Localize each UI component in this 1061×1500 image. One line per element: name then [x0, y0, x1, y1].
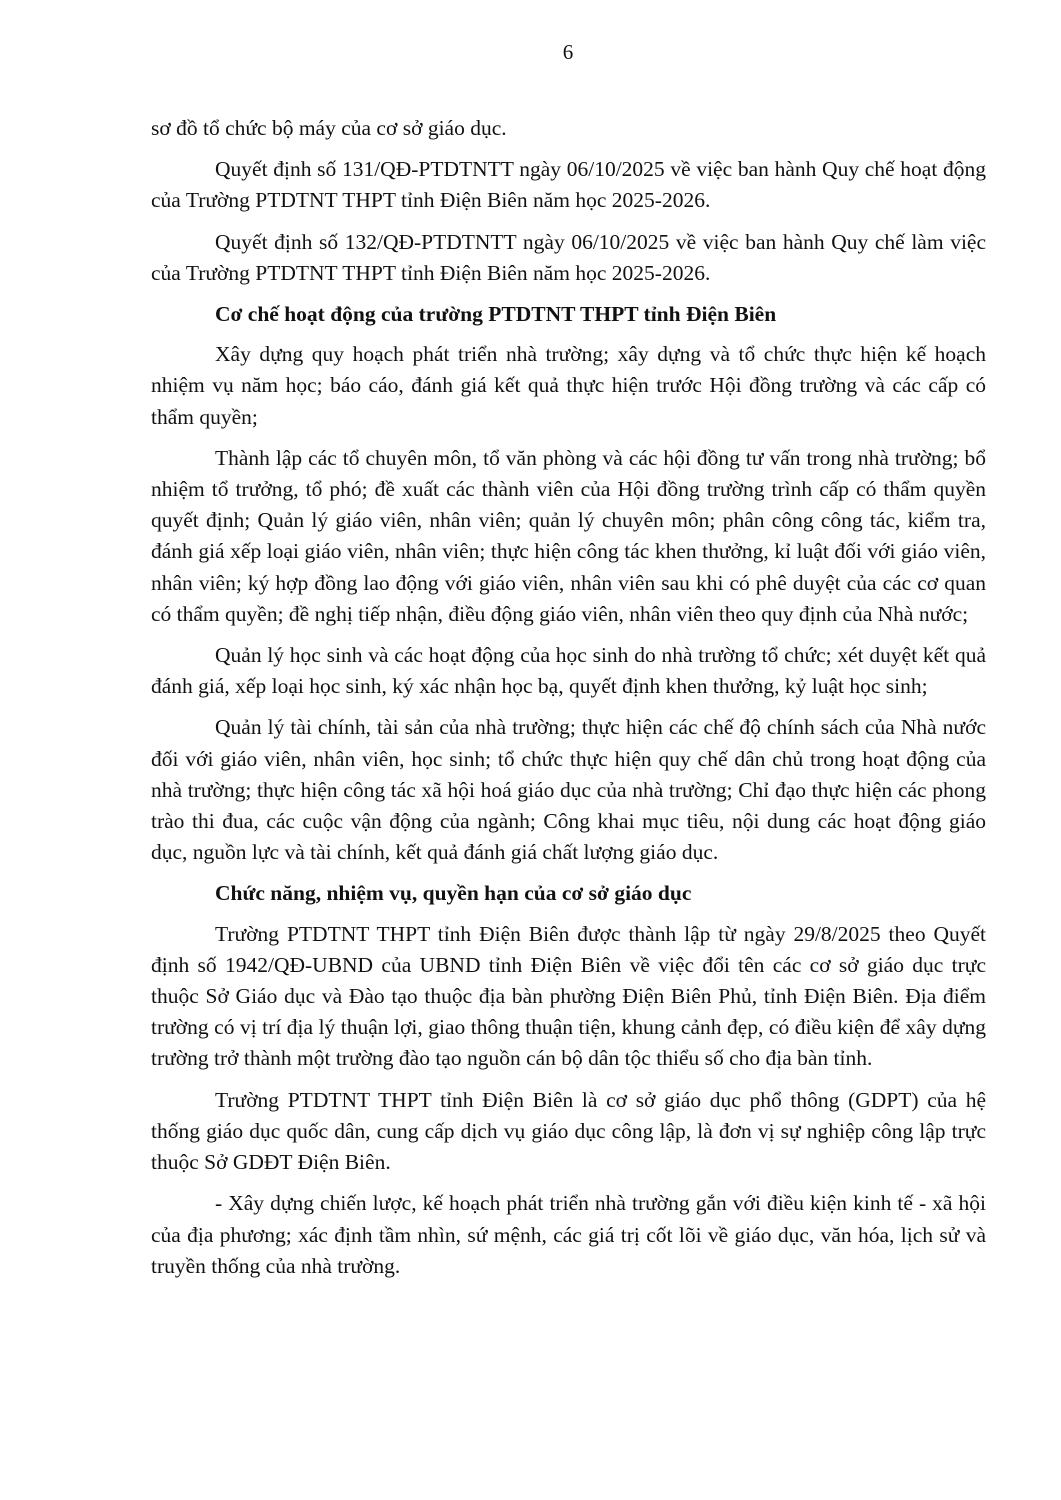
- section-heading: Cơ chế hoạt động của trường PTDTNT THPT tỉnh Điện Biên: [215, 302, 777, 327]
- paragraph: Trường PTDTNT THPT tỉnh Điện Biên là cơ sở giáo dục phổ thông (GDPT) của hệ thống giáo dục quốc dân, cung cấp dịch vụ giáo dục công lập, là đơn vị sự nghiệp công lập trực thuộc Sở GDĐT Điện Biên.: [151, 1087, 986, 1175]
- paragraph: Thành lập các tổ chuyên môn, tổ văn phòng và các hội đồng tư vấn trong nhà trường; bổ nhiệm tổ trưởng, tổ phó; đề xuất các thành viên của Hội đồng trường trình cấp có thẩm quyền quyết định; Quản lý giáo viên, nhân viên; quản lý chuyên môn; phân công công tác, kiểm tra, đánh giá xếp loại giáo viên, nhân viên; thực hiện công tác khen thưởng, kỉ luật đối với giáo viên, nhân viên; ký hợp đồng lao động với giáo viên, nhân viên sau khi có phê duyệt của các cơ quan có thẩm quyền; đề nghị tiếp nhận, điều động giáo viên, nhân viên theo quy định của Nhà nước;: [151, 445, 986, 626]
- section-heading: Chức năng, nhiệm vụ, quyền hạn của cơ sở giáo dục: [215, 881, 692, 906]
- paragraph: Quyết định số 131/QĐ-PTDTNTT ngày 06/10/2025 về việc ban hành Quy chế hoạt động của Trường PTDTNT THPT tỉnh Điện Biên năm học 2025-2026.: [151, 157, 986, 213]
- paragraph: Xây dựng quy hoạch phát triển nhà trường; xây dựng và tổ chức thực hiện kế hoạch nhiệm vụ năm học; báo cáo, đánh giá kết quả thực hiện trước Hội đồng trường và các cấp có thẩm quyền;: [151, 342, 986, 429]
- paragraph: - Xây dựng chiến lược, kế hoạch phát triển nhà trường gắn với điều kiện kinh tế - xã hội của địa phương; xác định tầm nhìn, sứ mệnh, các giá trị cốt lõi về giáo dục, văn hóa, lịch sử và truyền thống của nhà trường.: [151, 1191, 986, 1278]
- document-body: [151, 113, 986, 1292]
- paragraph: sơ đồ tổ chức bộ máy của cơ sở giáo dục.: [151, 116, 507, 140]
- paragraph: Quản lý tài chính, tài sản của nhà trường; thực hiện các chế độ chính sách của Nhà nước đối với giáo viên, nhân viên, học sinh; tổ chức thực hiện quy chế dân chủ trong hoạt động của nhà trường; thực hiện công tác xã hội hoá giáo dục của nhà trường; Chỉ đạo thực hiện các phong trào thi đua, các cuộc vận động của ngành; Công khai mục tiêu, nội dung các hoạt động giáo dục, nguồn lực và tài chính, kết quả đánh giá chất lượng giáo dục.: [151, 715, 986, 865]
- page-number: 6: [562, 40, 574, 64]
- paragraph: Quản lý học sinh và các hoạt động của học sinh do nhà trường tổ chức; xét duyệt kết quả đánh giá, xếp loại học sinh, ký xác nhận học bạ, quyết định khen thưởng, kỷ luật học sinh;: [151, 643, 986, 699]
- paragraph: Trường PTDTNT THPT tỉnh Điện Biên được thành lập từ ngày 29/8/2025 theo Quyết định số 1942/QĐ-UBND của UBND tỉnh Điện Biên về việc đổi tên các cơ sở giáo dục trực thuộc Sở Giáo dục và Đào tạo thuộc địa bàn phường Điện Biên Phủ, tỉnh Điện Biên. Địa điểm trường có vị trí địa lý thuận lợi, giao thông thuận tiện, khung cảnh đẹp, có điều kiện để xây dựng trường trở thành một trường đào tạo nguồn cán bộ dân tộc thiểu số cho địa bàn tỉnh.: [151, 921, 986, 1071]
- paragraph: Quyết định số 132/QĐ-PTDTNTT ngày 06/10/2025 về việc ban hành Quy chế làm việc của Trường PTDTNT THPT tỉnh Điện Biên năm học 2025-2026.: [151, 229, 986, 285]
